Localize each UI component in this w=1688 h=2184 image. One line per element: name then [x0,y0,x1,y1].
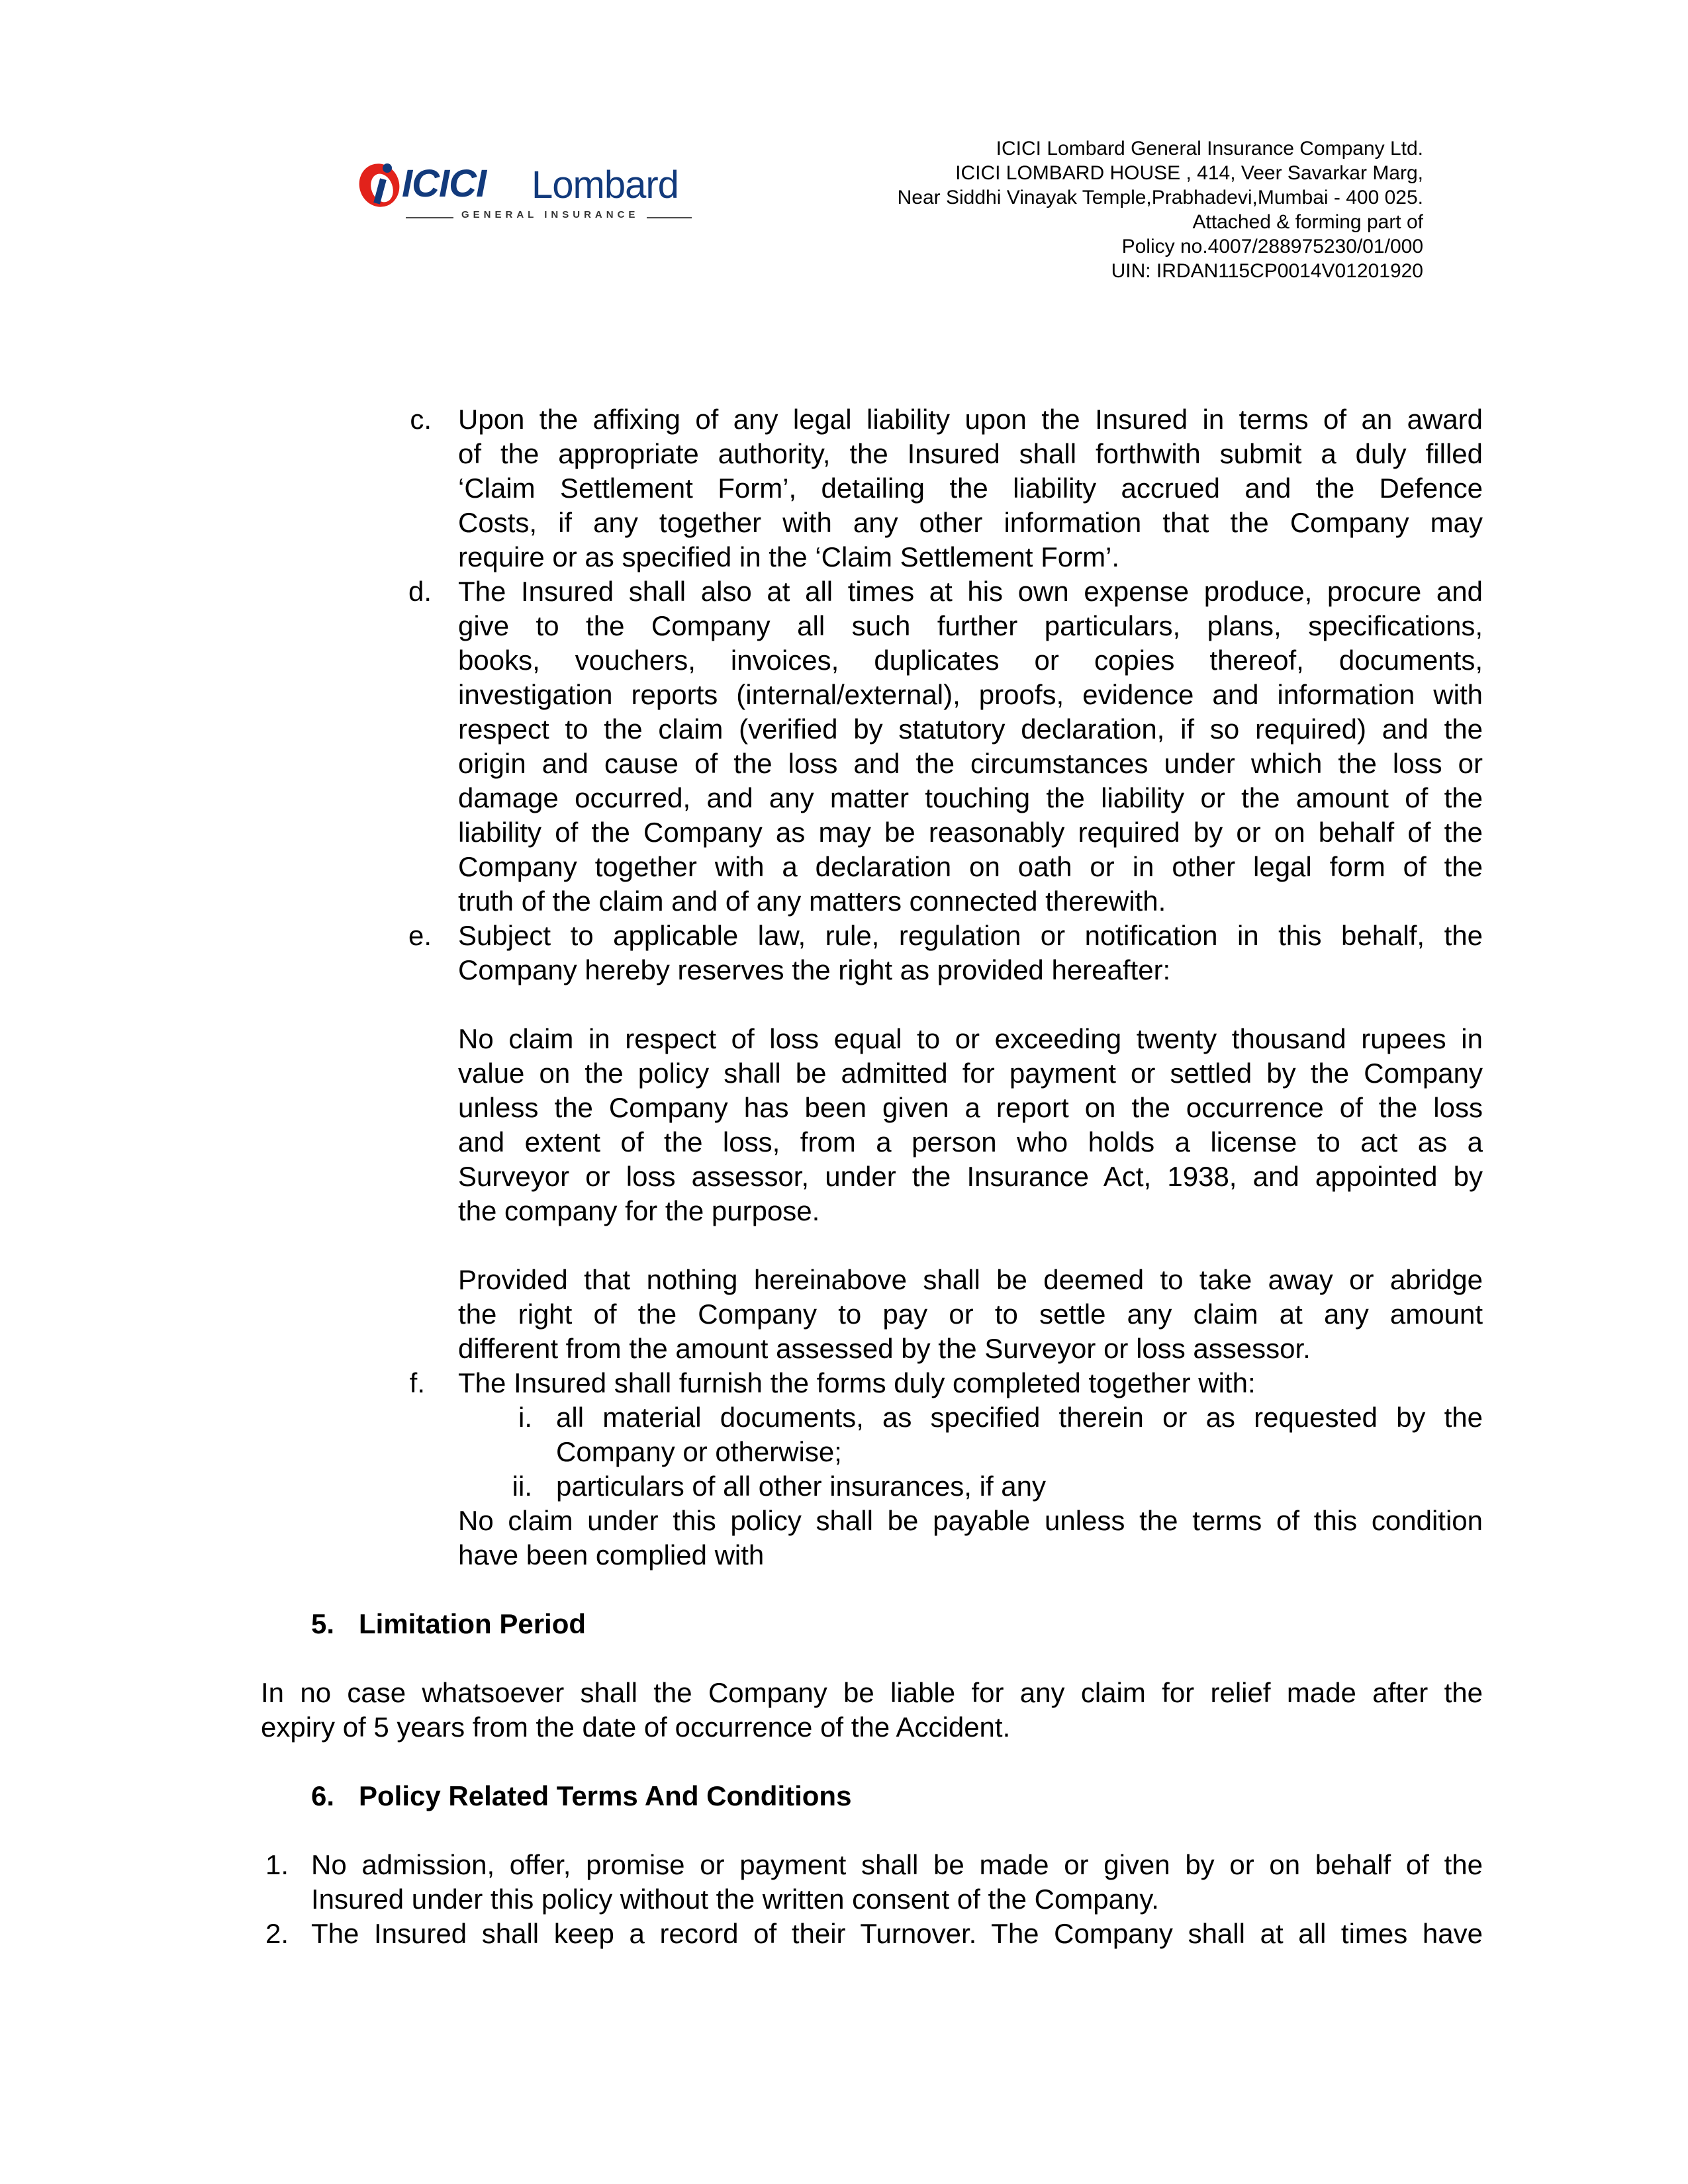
item-label-c: c. [410,404,432,435]
company-name: ICICI Lombard General Insurance Company Ltd. [996,138,1423,159]
item-e-para2-line: value on the policy shall be admitted for payment or settled by the Company [458,1058,1483,1089]
logo-brand: ICICI [402,162,487,205]
item-c-line: require or as specified in the ‘Claim Settlement Form’. [458,541,1120,572]
subitem-i-line: all material documents, as specified therein or as requested by the [556,1402,1483,1433]
item-d-line: damage occurred, and any matter touching the liability or the amount of the [458,782,1483,813]
section-6-item-2-line: The Insured shall keep a record of their Turnover. The Company shall at all times have [311,1918,1483,1949]
item-e-para3-line: the right of the Company to pay or to settle any claim at any amount [458,1298,1483,1330]
item-e-para2-line: and extent of the loss, from a person who holds a license to act as a [458,1126,1483,1158]
subitem-ii-line: particulars of all other insurances, if any [556,1471,1047,1502]
section-5-number: 5. [311,1608,335,1639]
section-5-title: Limitation Period [359,1608,586,1639]
policy-number: Policy no.4007/288975230/01/000 [1121,236,1423,257]
icici-swirl-icon [354,156,408,210]
item-e-para3-line: different from the amount assessed by the Surveyor or loss assessor. [458,1333,1311,1364]
item-c-line: Costs, if any together with any other information that the Company may [458,507,1483,538]
company-address-block [898,136,1423,283]
company-logo [354,156,679,229]
item-c-line: of the appropriate authority, the Insured shall forthwith submit a duly filled [458,438,1483,469]
item-f-closing-line: No claim under this policy shall be payable unless the terms of this condition [458,1505,1483,1536]
item-d-line: The Insured shall also at all times at his own expense produce, procure and [458,576,1483,607]
item-e-para2-line: the company for the purpose. [458,1195,820,1226]
subitem-i-line: Company or otherwise; [556,1436,842,1467]
section-6-number: 6. [311,1780,335,1811]
company-address-line-1: ICICI LOMBARD HOUSE , 414, Veer Savarkar Marg, [955,162,1423,184]
item-d-line: liability of the Company as may be reasonably required by or on behalf of the [458,817,1483,848]
company-address-line-2: Near Siddhi Vinayak Temple,Prabhadevi,Mumbai - 400 025. [897,187,1423,208]
uin-number: UIN: IRDAN115CP0014V01201920 [1111,260,1423,282]
item-e-para3-line: Provided that nothing hereinabove shall be deemed to take away or abridge [458,1264,1483,1295]
item-f-line: The Insured shall furnish the forms duly completed together with: [458,1367,1256,1398]
item-d-line: origin and cause of the loss and the circumstances under which the loss or [458,748,1483,779]
item-d-line: give to the Company all such further particulars, plans, specifications, [458,610,1483,641]
item-e-para2-line: unless the Company has been given a report on the occurrence of the loss [458,1092,1483,1123]
item-e-para2-line: No claim in respect of loss equal to or exceeding twenty thousand rupees in [458,1023,1483,1054]
item-d-line: investigation reports (internal/external), proofs, evidence and information with [458,679,1483,710]
logo-tagline: GENERAL INSURANCE [453,209,647,220]
item-c-line: Upon the affixing of any legal liability upon the Insured in terms of an award [458,404,1483,435]
section-6-item-1-line: No admission, offer, promise or payment shall be made or given by or on behalf of the [311,1849,1483,1880]
item-d-line: truth of the claim and of any matters connected therewith. [458,886,1166,917]
section-6-item-label-1: 1. [265,1849,289,1880]
subitem-label-i: i. [518,1402,532,1433]
item-label-f: f. [409,1367,425,1398]
item-c-line: ‘Claim Settlement Form’, detailing the liability accrued and the Defence [458,473,1483,504]
item-d-line: books, vouchers, invoices, duplicates or copies thereof, documents, [458,645,1483,676]
subitem-label-ii: ii. [512,1471,532,1502]
section-5-line: In no case whatsoever shall the Company be liable for any claim for relief made after the [261,1677,1483,1708]
logo-name: Lombard [532,163,679,206]
item-e-line: Company hereby reserves the right as provided hereafter: [458,954,1171,985]
item-e-line: Subject to applicable law, rule, regulation or notification in this behalf, the [458,920,1483,951]
item-d-line: Company together with a declaration on oath or in other legal form of the [458,851,1483,882]
section-6-item-1-line: Insured under this policy without the written consent of the Company. [311,1884,1159,1915]
section-5-line: expiry of 5 years from the date of occurrence of the Accident. [261,1711,1011,1743]
item-label-e: e. [408,920,432,951]
item-d-line: respect to the claim (verified by statutory declaration, if so required) and the [458,713,1483,745]
item-f-closing-line: have been complied with [458,1539,765,1570]
attachment-note: Attached & forming part of [1192,211,1423,233]
section-6-title: Policy Related Terms And Conditions [359,1780,852,1811]
item-label-d: d. [408,576,432,607]
item-e-para2-line: Surveyor or loss assessor, under the Insurance Act, 1938, and appointed by [458,1161,1483,1192]
section-6-item-label-2: 2. [265,1918,289,1949]
